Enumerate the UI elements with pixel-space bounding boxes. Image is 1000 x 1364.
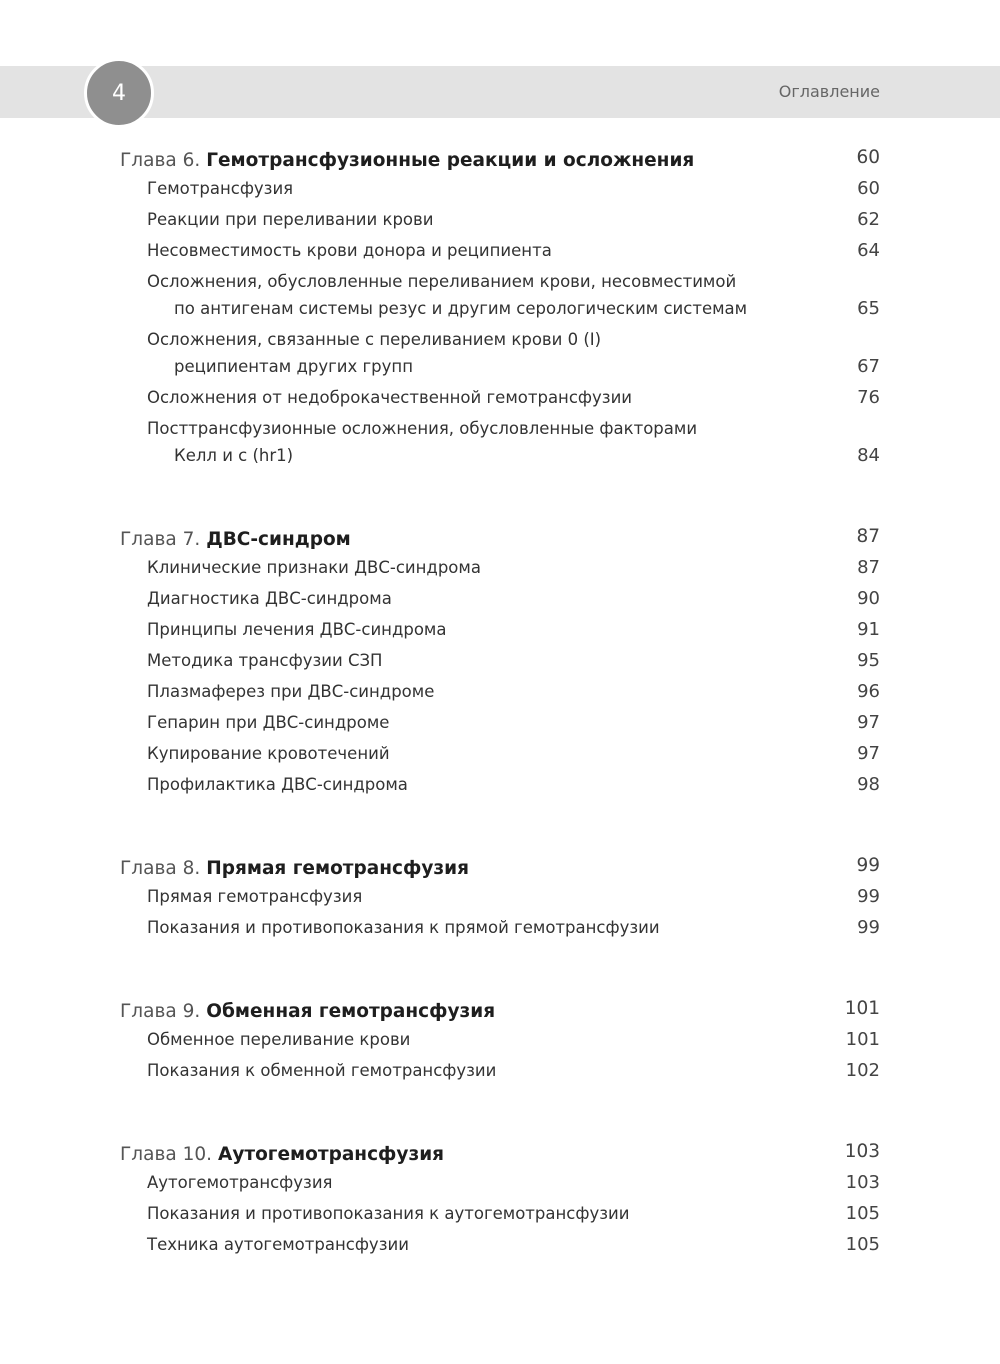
toc-entry-title: [147, 1057, 496, 1084]
chapter-heading[interactable]: [120, 519, 880, 550]
toc-entry-page-number: 102: [845, 1060, 880, 1081]
toc-entry-title: [147, 585, 392, 612]
toc-entry-title: [147, 647, 382, 674]
chapter-page-number: 103: [844, 1141, 880, 1162]
chapter-label: Глава 9.: [120, 1001, 201, 1022]
toc-entry-line: Прямая гемотрансфузия: [147, 887, 363, 906]
chapter-block: [120, 519, 880, 798]
toc-entry[interactable]: [120, 581, 880, 612]
chapter-label: Глава 6.: [120, 150, 201, 171]
toc-entry[interactable]: [120, 1196, 880, 1227]
toc-entry-page-number: 95: [857, 650, 880, 671]
chapter-title: ДВС-синдром: [206, 529, 351, 550]
chapter-block: [120, 848, 880, 941]
chapter-page-number: 87: [856, 526, 880, 547]
toc-entry-page-number: 84: [857, 445, 880, 466]
toc-entry-continuation: по антигенам системы резус и другим серологическим системам: [174, 299, 748, 318]
toc-entry-title: [147, 740, 390, 767]
toc-entry[interactable]: [120, 380, 880, 411]
toc-entry-page-number: 60: [857, 178, 880, 199]
toc-entry-line: Показания и противопоказания к прямой гемотрансфузии: [147, 918, 660, 937]
toc-entry[interactable]: [120, 171, 880, 202]
toc-entry-line: Диагностика ДВС-синдрома: [147, 589, 392, 608]
toc-entry-page-number: 87: [857, 557, 880, 578]
toc-entry-page-number: 64: [857, 240, 880, 261]
toc-entry-line: Методика трансфузии СЗП: [147, 651, 383, 670]
running-section-title: Оглавление: [778, 82, 880, 101]
toc-entry[interactable]: [120, 705, 880, 736]
table-of-contents: [120, 140, 880, 1308]
toc-entry-page-number: 67: [857, 356, 880, 377]
toc-entry-line: Посттрансфузионные осложнения, обусловленные факторами: [147, 419, 698, 438]
chapter-label: Глава 7.: [120, 529, 201, 550]
toc-entry-continuation: Келл и с (hr1): [174, 446, 294, 465]
toc-entry-line: Реакции при переливании крови: [147, 210, 434, 229]
chapter-heading[interactable]: [120, 991, 880, 1022]
chapter-title: Обменная гемотрансфузия: [206, 1001, 496, 1022]
toc-entry-line: Осложнения, обусловленные переливанием крови, несовместимой: [147, 272, 737, 291]
toc-entry-title: [147, 1169, 332, 1196]
toc-entry-line: Клинические признаки ДВС-синдрома: [147, 558, 481, 577]
toc-entry-line: Показания к обменной гемотрансфузии: [147, 1061, 497, 1080]
toc-entry-line: Купирование кровотечений: [147, 744, 390, 763]
chapter-heading[interactable]: [120, 140, 880, 171]
toc-entry-title: [147, 883, 362, 910]
chapter-page-number: 99: [856, 855, 880, 876]
toc-entry-title: [147, 554, 481, 581]
chapter-page-number: 101: [844, 998, 880, 1019]
toc-entry-line: Гемотрансфузия: [147, 179, 294, 198]
toc-entry[interactable]: [120, 202, 880, 233]
chapter-page-number: 60: [856, 147, 880, 168]
chapter-block: [120, 991, 880, 1084]
toc-entry[interactable]: [120, 643, 880, 674]
toc-entry-title: [147, 384, 632, 411]
toc-entry-page-number: 62: [857, 209, 880, 230]
toc-entry[interactable]: [120, 1053, 880, 1084]
toc-entry[interactable]: [120, 1022, 880, 1053]
toc-entry-continuation: реципиентам других групп: [174, 357, 413, 376]
toc-entry-page-number: 97: [857, 712, 880, 733]
toc-entry-page-number: 99: [857, 917, 880, 938]
toc-entry-page-number: 105: [845, 1234, 880, 1255]
toc-entry-title: [147, 771, 408, 798]
toc-entry-title: [147, 415, 697, 469]
toc-entry-line: Осложнения, связанные с переливанием крови 0 (I): [147, 330, 602, 349]
toc-entry[interactable]: [120, 1227, 880, 1258]
page-number-badge: [84, 58, 154, 128]
toc-entry-line: Техника аутогемотрансфузии: [147, 1235, 409, 1254]
chapter-label: Глава 10.: [120, 1144, 212, 1165]
toc-entry[interactable]: [120, 674, 880, 705]
toc-entry-title: [147, 175, 293, 202]
chapter-heading[interactable]: [120, 848, 880, 879]
chapter-title: Гемотрансфузионные реакции и осложнения: [206, 150, 695, 171]
toc-entry-title: [147, 206, 433, 233]
toc-entry-page-number: 90: [857, 588, 880, 609]
toc-entry-title: [147, 268, 747, 322]
toc-entry-title: [147, 1026, 410, 1053]
toc-entry-line: Гепарин при ДВС-синдроме: [147, 713, 390, 732]
toc-entry-page-number: 97: [857, 743, 880, 764]
toc-entry[interactable]: [120, 264, 880, 322]
toc-entry[interactable]: [120, 612, 880, 643]
toc-entry-title: [147, 1200, 629, 1227]
chapter-block: [120, 140, 880, 469]
toc-entry-title: [147, 709, 389, 736]
toc-entry[interactable]: [120, 1165, 880, 1196]
toc-entry-line: Обменное переливание крови: [147, 1030, 411, 1049]
toc-entry-page-number: 105: [845, 1203, 880, 1224]
toc-entry-line: Несовместимость крови донора и реципиента: [147, 241, 552, 260]
toc-entry[interactable]: [120, 910, 880, 941]
toc-entry-title: [147, 678, 434, 705]
chapter-title: Прямая гемотрансфузия: [206, 858, 469, 879]
toc-entry[interactable]: [120, 879, 880, 910]
toc-entry[interactable]: [120, 411, 880, 469]
chapter-heading[interactable]: [120, 1134, 880, 1165]
toc-entry-line: Показания и противопоказания к аутогемотрансфузии: [147, 1204, 630, 1223]
toc-entry[interactable]: [120, 767, 880, 798]
page-number: 4: [112, 80, 126, 106]
chapter-block: [120, 1134, 880, 1258]
toc-entry-title: [147, 1231, 409, 1258]
toc-entry-line: Осложнения от недоброкачественной гемотрансфузии: [147, 388, 633, 407]
toc-entry-title: [147, 237, 552, 264]
toc-entry-title: [147, 616, 447, 643]
toc-entry-title: [147, 914, 660, 941]
toc-entry-page-number: 99: [857, 886, 880, 907]
toc-entry[interactable]: [120, 550, 880, 581]
toc-entry[interactable]: [120, 233, 880, 264]
toc-entry-title: [147, 326, 601, 380]
toc-entry[interactable]: [120, 322, 880, 380]
chapter-title: Аутогемотрансфузия: [218, 1144, 445, 1165]
toc-entry-page-number: 103: [845, 1172, 880, 1193]
toc-entry[interactable]: [120, 736, 880, 767]
toc-entry-page-number: 101: [845, 1029, 880, 1050]
toc-entry-page-number: 65: [857, 298, 880, 319]
toc-entry-page-number: 91: [857, 619, 880, 640]
toc-entry-page-number: 76: [857, 387, 880, 408]
toc-entry-page-number: 96: [857, 681, 880, 702]
toc-entry-line: Плазмаферез при ДВС-синдроме: [147, 682, 435, 701]
chapter-label: Глава 8.: [120, 858, 201, 879]
toc-entry-line: Профилактика ДВС-синдрома: [147, 775, 408, 794]
toc-entry-line: Принципы лечения ДВС-синдрома: [147, 620, 447, 639]
toc-entry-line: Аутогемотрансфузия: [147, 1173, 333, 1192]
toc-entry-page-number: 98: [857, 774, 880, 795]
